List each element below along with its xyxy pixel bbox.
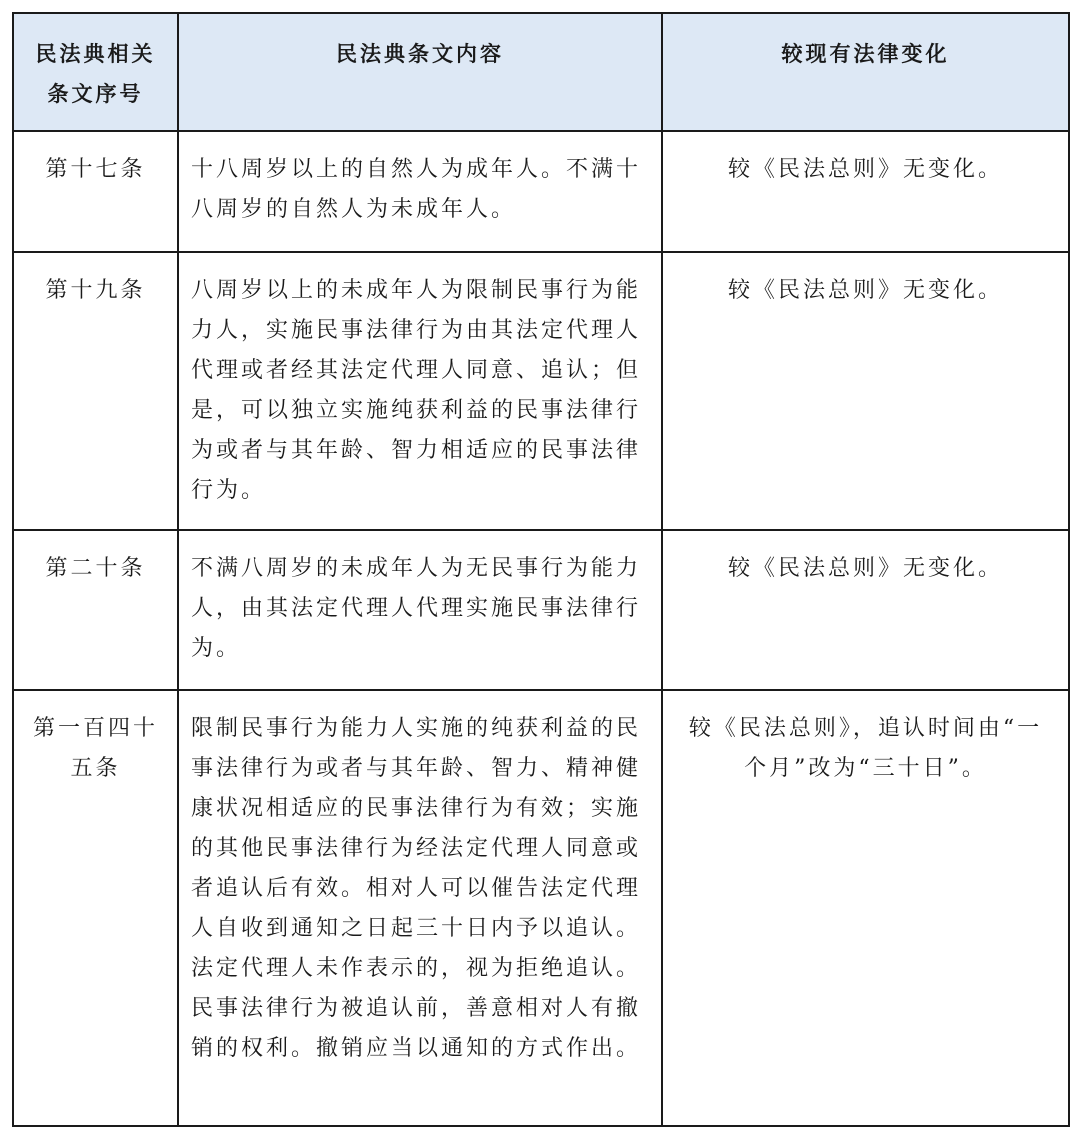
table-row [13, 131, 1069, 252]
article-number: 第二十条 [13, 530, 178, 690]
article-content: 八周岁以上的未成年人为限制民事行为能力人，实施民事法律行为由其法定代理人代理或者经其法定代理人同意、追认；但是，可以独立实施纯获利益的民事法律行为或者与其年龄、智力相适应的民事法律行为。 [178, 252, 662, 530]
table-row [13, 252, 1069, 530]
article-change: 较《民法总则》无变化。 [662, 530, 1069, 690]
header-legal-change: 较现有法律变化 [662, 13, 1069, 131]
table-row [13, 530, 1069, 690]
header-article-number: 民法典相关条文序号 [13, 13, 178, 131]
article-number: 第十九条 [13, 252, 178, 530]
table-header-row [13, 13, 1069, 131]
article-change: 较《民法总则》，追认时间由“一个月”改为“三十日”。 [662, 690, 1069, 1126]
article-change: 较《民法总则》无变化。 [662, 252, 1069, 530]
article-content: 十八周岁以上的自然人为成年人。不满十八周岁的自然人为未成年人。 [178, 131, 662, 252]
law-comparison-table [12, 12, 1070, 1127]
article-change: 较《民法总则》无变化。 [662, 131, 1069, 252]
article-number: 第一百四十五条 [13, 690, 178, 1126]
article-content: 限制民事行为能力人实施的纯获利益的民事法律行为或者与其年龄、智力、精神健康状况相适应的民事法律行为有效；实施的其他民事法律行为经法定代理人同意或者追认后有效。相对人可以催告法定代理人自收到通知之日起三十日内予以追认。法定代理人未作表示的，视为拒绝追认。民事法律行为被追认前，善意相对人有撤销的权利。撤销应当以通知的方式作出。 [178, 690, 662, 1126]
article-number: 第十七条 [13, 131, 178, 252]
header-article-content: 民法典条文内容 [178, 13, 662, 131]
article-content: 不满八周岁的未成年人为无民事行为能力人，由其法定代理人代理实施民事法律行为。 [178, 530, 662, 690]
table-row [13, 690, 1069, 1126]
